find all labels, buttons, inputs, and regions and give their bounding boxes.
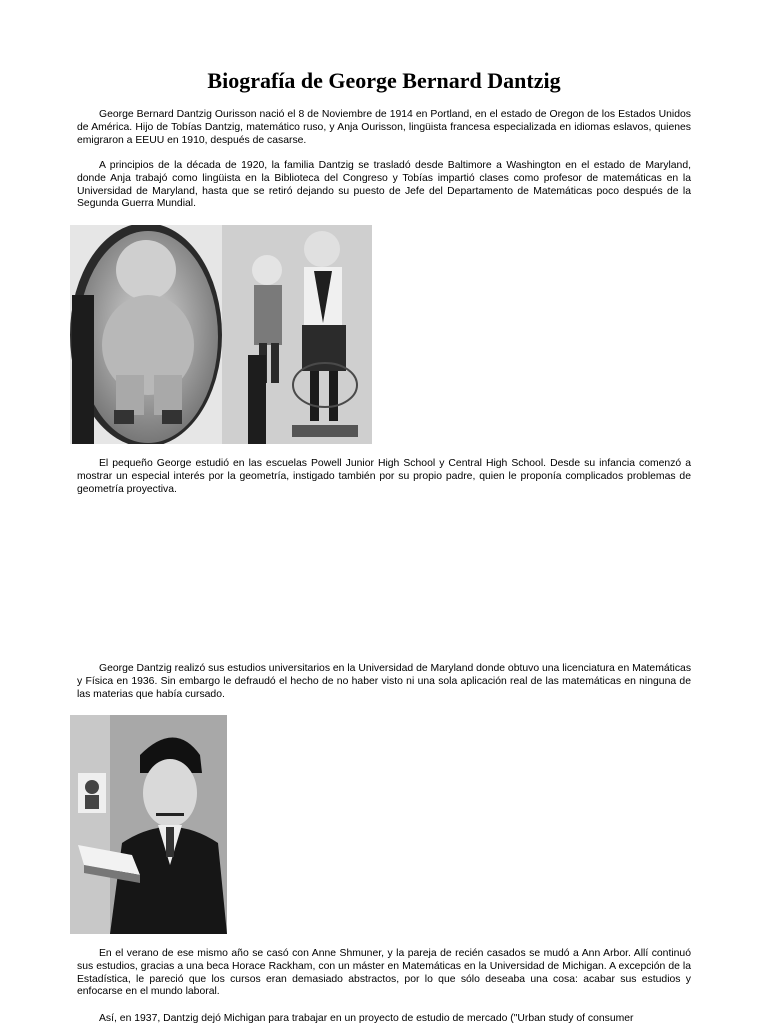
young-dantzig-photo bbox=[70, 715, 227, 934]
childhood-photo bbox=[70, 225, 372, 444]
page-title: Biografía de George Bernard Dantzig bbox=[207, 68, 561, 93]
paragraph-1: George Bernard Dantzig Ourisson nació el 8 de Noviembre de 1914 en Portland, en el estado de Oregon de los Estados Unidos de América. Hijo de Tobías Dantzig, matemático ruso, y Anja Ourisson, lingüista francesa especializada en idiomas eslavos, quienes emigraron a EEUU en 1910, después de casarse. bbox=[77, 109, 691, 146]
paragraph-4: George Dantzig realizó sus estudios universitarios en la Universidad de Maryland donde obtuvo una licenciatura en Matemáticas y Física en 1936. Sin embargo le defraudó el hecho de no haber visto ni una sola aplicación real de las matemáticas en ninguna de las materias que había cursado. bbox=[77, 663, 692, 700]
paragraph-6: Así, en 1937, Dantzig dejó Michigan para trabajar en un proyecto de estudio de mercado ("Urban study of consumer bbox=[99, 1013, 634, 1024]
paragraph-5: En el verano de ese mismo año se casó con Anne Shmuner, y la pareja de recién casados se mudó a Ann Arbor. Allí continuó sus estudios, gracias a una beca Horace Rackham, con un máster en Matemáticas en la Universidad de Michigan. A excepción de la Estadística, le pareció que los cursos eran demasiado abstractos, por lo que sólo deseaba una cosa: acabar sus estudios y enfocarse en el mundo laboral. bbox=[77, 948, 691, 998]
paragraph-2: A principios de la década de 1920, la familia Dantzig se trasladó desde Baltimore a Washington en el estado de Maryland, donde Anja trabajó como lingüista en la Biblioteca del Congreso y Tobías impartió clases como profesor de matemáticas en la Universidad de Maryland, hasta que se retiró dejando su puesto de Jefe del Departamento de Matemáticas poco después de la Segunda Guerra Mundial. bbox=[77, 160, 691, 210]
paragraph-3: El pequeño George estudió en las escuelas Powell Junior High School y Central High School. Desde su infancia comenzó a mostrar un especial interés por la geometría, instigado también por su propio padre, quien le proponía complicados problemas de geometría proyectiva. bbox=[77, 458, 691, 495]
